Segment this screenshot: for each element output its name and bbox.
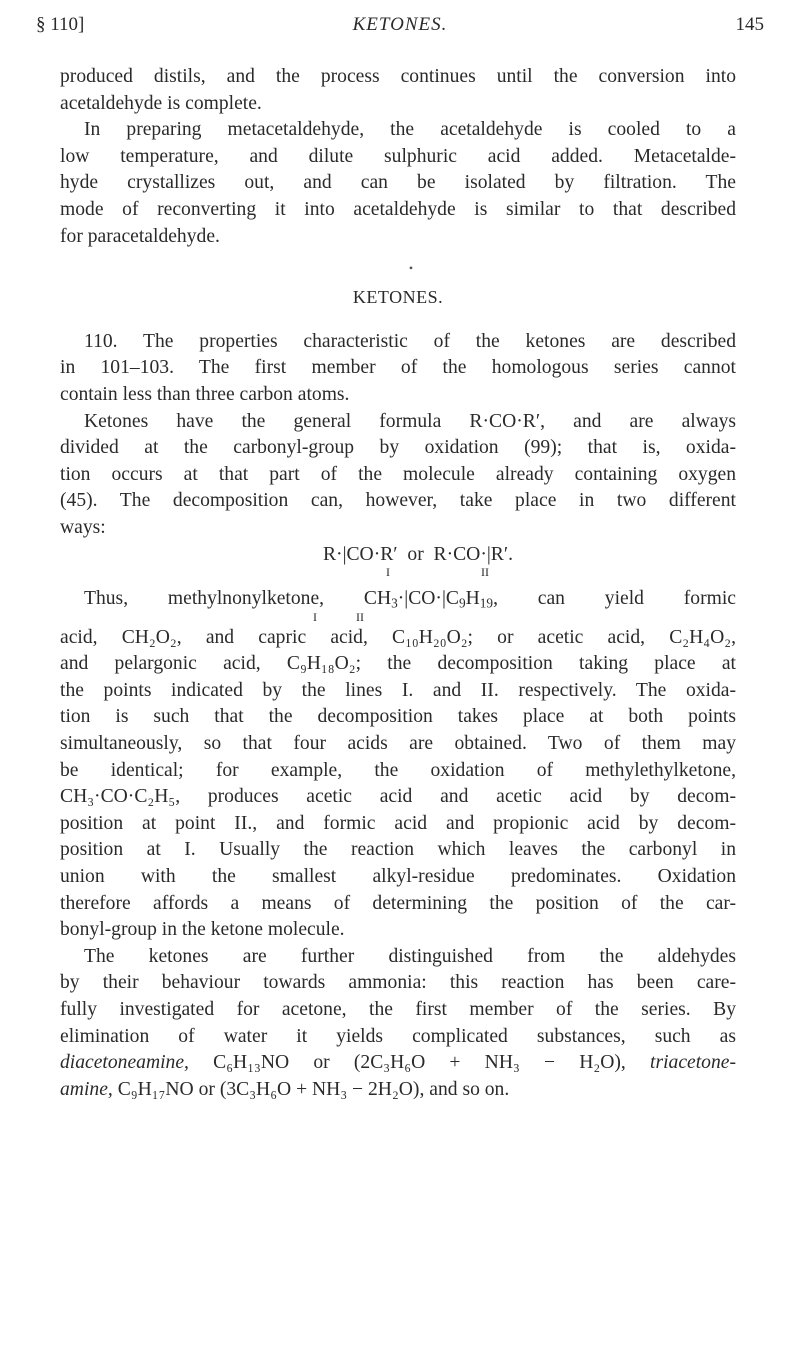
text-line: low temperature, and dilute sulphuric acid added. Metacetalde- <box>60 145 736 167</box>
page-number: 145 <box>735 14 764 35</box>
text-line: bonyl-group in the ketone molecule. <box>60 919 345 941</box>
text-line: produced distils, and the process continues until the conversion into <box>60 66 736 87</box>
running-title: KETONES. <box>352 14 448 35</box>
text-line: union with the smallest alkyl-residue predominates. Oxidation <box>60 866 736 888</box>
text-run: C₆H₁₃NO or (2C₃H₆O + NH₃ − H₂O), <box>188 1052 651 1074</box>
text-line: acid, CH₂O₂, and capric acid, C₁₀H₂₀O₂; or acetic acid, C₂H₄O₂, <box>60 626 736 648</box>
text-line: tion occurs at that part of the molecule already containing oxygen <box>60 463 736 485</box>
text-line <box>60 329 736 356</box>
text-line: In preparing metacetaldehyde, the acetaldehyde is cooled to a <box>84 119 736 141</box>
decomposition-formula <box>100 542 736 569</box>
text-line: therefore affords a means of determining the position of the car- <box>60 892 736 914</box>
mark-two: II <box>481 565 489 580</box>
text-line: (45). The decomposition can, however, take place in two different <box>60 490 736 512</box>
text-line: for paracetaldehyde. <box>60 225 220 247</box>
mark-two: II <box>356 609 364 624</box>
paragraph-thus <box>60 586 736 944</box>
section-heading: KETONES. <box>352 287 444 308</box>
section-marker: § 110] <box>36 14 85 35</box>
text-run: The properties characteristic of the ketones are described <box>143 330 736 352</box>
text-line: position at point II., and formic acid and propionic acid by decom- <box>60 812 736 834</box>
text-line: fully investigated for acetone, the first member of the series. By <box>60 999 736 1020</box>
text-line: elimination of water it yields complicated substances, such as <box>60 1025 736 1047</box>
text-run: , can yield formic <box>493 588 736 610</box>
text-line: tion is such that the decomposition takes place at both points <box>60 706 736 728</box>
formula-left: R·|CO·R′ <box>322 543 398 565</box>
text-line: the points indicated by the lines I. and II. respectively. The oxida- <box>60 679 736 701</box>
mark-one: I <box>386 565 390 580</box>
subscript: 3 <box>391 595 398 611</box>
paragraph-110 <box>60 329 736 409</box>
text-line <box>60 586 736 613</box>
formula-block <box>60 542 736 581</box>
text-line: Ketones have the general formula R·CO·R′, and are always <box>84 410 736 432</box>
page-body <box>60 64 736 1103</box>
text-line <box>60 1077 736 1104</box>
text-line: CH₃·CO·C₂H₅, produces acetic acid and acetic acid by decom- <box>60 786 736 808</box>
separator-dot: • <box>408 261 414 276</box>
text-line: in 101–103. The first member of the homologous series cannot <box>60 357 736 379</box>
text-line: mode of reconverting it into acetaldehyde is similar to that described <box>60 198 736 220</box>
text-line <box>60 1050 736 1077</box>
text-line: divided at the carbonyl-group by oxidation (99); that is, oxida- <box>60 437 736 459</box>
text-line: position at I. Usually the reaction which leaves the carbonyl in <box>60 839 736 861</box>
text-line: hyde crystallizes out, and can be isolated by filtration. The <box>60 172 736 194</box>
formula-marks <box>60 565 736 580</box>
paragraph-number: 110. <box>84 330 118 352</box>
text-run: ·|CO·|C <box>397 588 459 610</box>
text-line: simultaneously, so that four acids are obtained. Two of them may <box>60 733 736 755</box>
text-run: Thus, methylnonylketone, CH <box>84 588 392 610</box>
text-line: acetaldehyde is complete. <box>60 92 262 114</box>
mark-one: I <box>313 609 317 624</box>
formula-right: R·CO·|R′. <box>433 543 514 565</box>
text-line: The ketones are further distinguished from the aldehydes <box>84 945 736 967</box>
paragraph-ammonia <box>60 944 736 1104</box>
formula-or: or <box>407 543 424 565</box>
text-run: H <box>465 588 480 610</box>
compound-name: amine, <box>60 1078 113 1100</box>
formula-marks <box>60 609 736 625</box>
text-line: be identical; for example, the oxidation of methylethylketone, <box>60 759 736 781</box>
text-line: and pelargonic acid, C₉H₁₈O₂; the decomposition taking place at <box>60 653 736 675</box>
compound-name: triacetone- <box>650 1052 736 1074</box>
running-header <box>36 14 764 48</box>
text-line: ways: <box>60 516 106 538</box>
paragraph-general-formula <box>60 409 736 542</box>
subscript: 9 <box>458 595 466 611</box>
paragraph-continuation <box>60 64 736 117</box>
compound-name: diacetoneamine, <box>60 1052 189 1074</box>
text-run: C₉H₁₇NO or (3C₃H₆O + NH₃ − 2H₂O), and so on. <box>112 1078 510 1100</box>
text-line: by their behaviour towards ammonia: this reaction has been care- <box>60 972 736 994</box>
paragraph-metacetaldehyde <box>60 117 736 250</box>
text-line: contain less than three carbon atoms. <box>60 383 350 405</box>
subscript: 19 <box>479 595 494 611</box>
